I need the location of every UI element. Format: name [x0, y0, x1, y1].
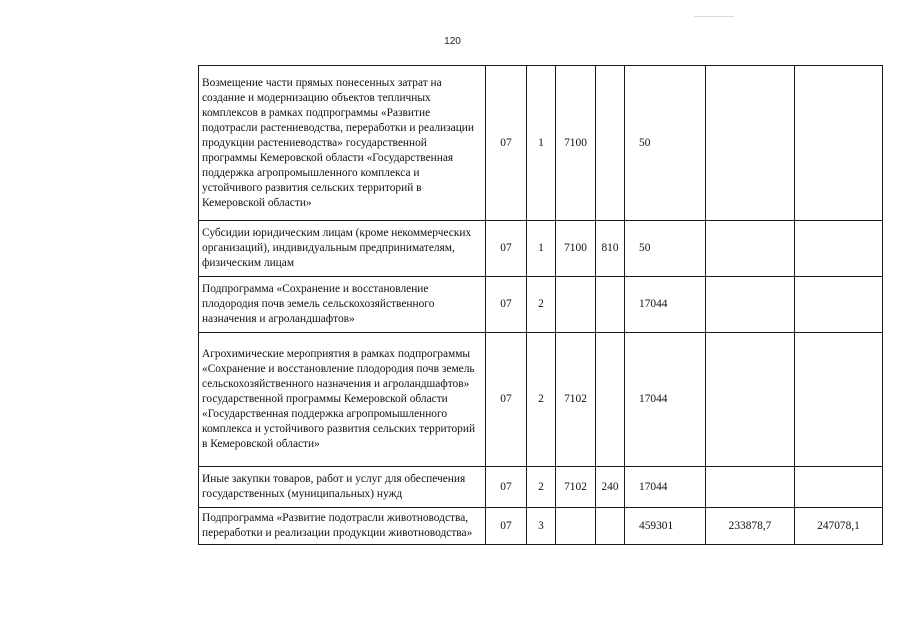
target-cell: [556, 508, 596, 545]
table-row: [199, 66, 883, 221]
section-cell: 07: [486, 333, 527, 467]
scan-mark: [694, 16, 734, 17]
target-cell: 7102: [556, 467, 596, 508]
amount1-cell: 17044: [625, 467, 706, 508]
type-cell: [596, 333, 625, 467]
target-cell: 7100: [556, 221, 596, 277]
target-cell: 7100: [556, 66, 596, 221]
amount2-cell: 233878,7: [706, 508, 795, 545]
type-cell: 810: [596, 221, 625, 277]
row-name: Агрохимические мероприятия в рамках подпрограммы «Сохранение и восстановление плодородия почв земель сельскохозяйственного назначения и агроландшафтов» государственной программы Кемеровской области «Государственная поддержка агропромышленного комплекса и устойчивого развития сельских территорий в Кемеровской области»: [199, 333, 486, 467]
amount2-cell: [706, 221, 795, 277]
amount1-cell: 459301: [625, 508, 706, 545]
amount1-cell: 17044: [625, 277, 706, 333]
subprogram-cell: 1: [527, 221, 556, 277]
table-row: [199, 333, 883, 467]
target-cell: 7102: [556, 333, 596, 467]
amount3-cell: 247078,1: [795, 508, 883, 545]
amount3-cell: [795, 467, 883, 508]
type-cell: [596, 277, 625, 333]
row-name: Иные закупки товаров, работ и услуг для обеспечения государственных (муниципальных) нужд: [199, 467, 486, 508]
budget-table: [198, 65, 883, 545]
row-name: Субсидии юридическим лицам (кроме некоммерческих организаций), индивидуальным предпринимателям, физическим лицам: [199, 221, 486, 277]
table-row: [199, 277, 883, 333]
table-row: [199, 508, 883, 545]
section-cell: 07: [486, 66, 527, 221]
subprogram-cell: 3: [527, 508, 556, 545]
amount2-cell: [706, 66, 795, 221]
section-cell: 07: [486, 467, 527, 508]
section-cell: 07: [486, 221, 527, 277]
amount2-cell: [706, 333, 795, 467]
row-name: Возмещение части прямых понесенных затрат на создание и модернизацию объектов тепличных комплексов в рамках подпрограммы «Развитие подотрасли растениеводства, переработки и реализации продукции растениеводства» государственной программы Кемеровской области «Государственная поддержка агропромышленного комплекса и устойчивого развития сельских территорий в Кемеровской области»: [199, 66, 486, 221]
amount3-cell: [795, 277, 883, 333]
amount1-cell: 50: [625, 66, 706, 221]
section-cell: 07: [486, 277, 527, 333]
subprogram-cell: 1: [527, 66, 556, 221]
amount2-cell: [706, 277, 795, 333]
amount3-cell: [795, 221, 883, 277]
amount3-cell: [795, 333, 883, 467]
type-cell: [596, 508, 625, 545]
amount2-cell: [706, 467, 795, 508]
amount1-cell: 17044: [625, 333, 706, 467]
amount3-cell: [795, 66, 883, 221]
subprogram-cell: 2: [527, 467, 556, 508]
target-cell: [556, 277, 596, 333]
amount1-cell: 50: [625, 221, 706, 277]
section-cell: 07: [486, 508, 527, 545]
row-name: Подпрограмма «Сохранение и восстановление плодородия почв земель сельскохозяйственного назначения и агроландшафтов»: [199, 277, 486, 333]
page-number: 120: [444, 36, 461, 47]
subprogram-cell: 2: [527, 333, 556, 467]
type-cell: 240: [596, 467, 625, 508]
subprogram-cell: 2: [527, 277, 556, 333]
table-row: [199, 221, 883, 277]
table-row: [199, 467, 883, 508]
type-cell: [596, 66, 625, 221]
row-name: Подпрограмма «Развитие подотрасли животноводства, переработки и реализации продукции животноводства»: [199, 508, 486, 545]
